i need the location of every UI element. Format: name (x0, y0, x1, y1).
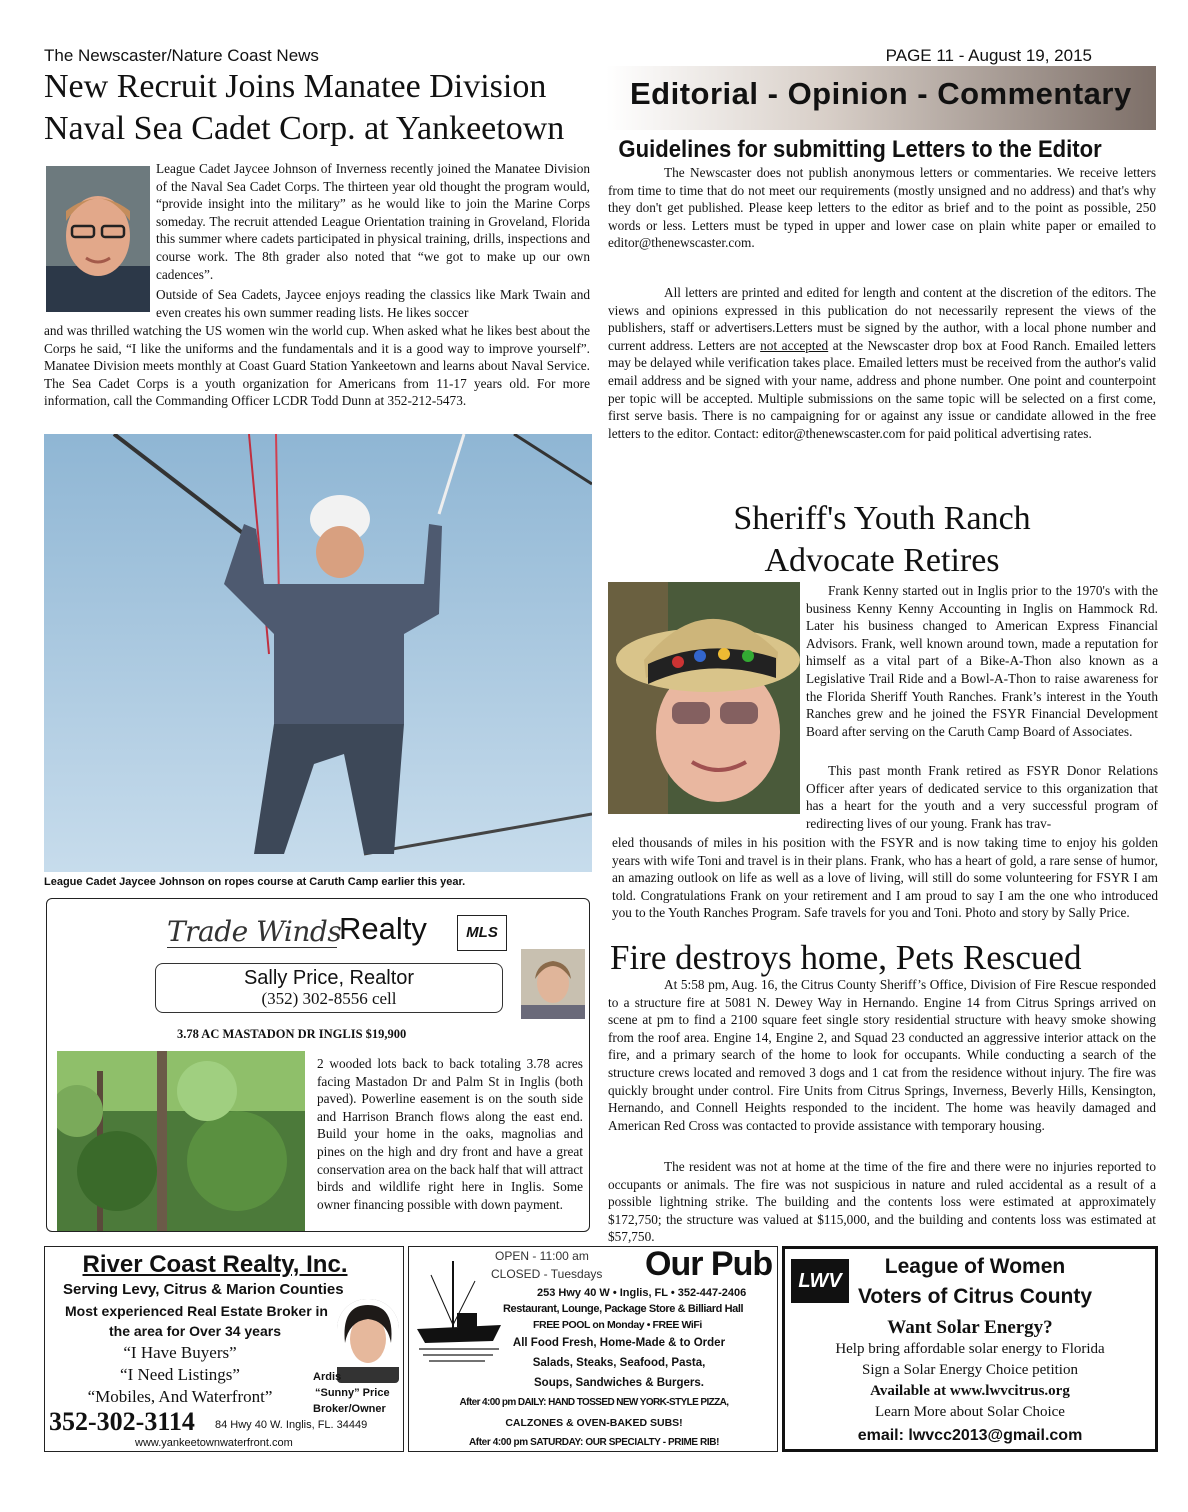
not-accepted-underlined: not accepted (760, 337, 829, 353)
recruit-headline-line2: Naval Sea Cadet Corp. at Yankeetown (44, 110, 565, 147)
logo-underline (167, 947, 337, 948)
pub-food-2: Salads, Steaks, Seafood, Pasta, (532, 1357, 706, 1369)
fire-para-2: The resident was not at home at the time of the fire and there were no injuries reported to occupants or animals. The fire was not suspicious in nature and ruled accidental as a result of a possible lightning strike. The building and the contents loss were estimated at approximately $172,750; the structure was valued at $115,000, and the building and contents loss was estimated at $57,750. (608, 1159, 1156, 1245)
guidelines-title: Guidelines for submitting Letters to the Editor (618, 136, 1102, 163)
agent-name: Sally Price, Realtor (243, 967, 415, 989)
quote-mobiles: “Mobiles, And Waterfront” (87, 1387, 273, 1406)
recruit-para-2a: Outside of Sea Cadets, Jaycee enjoys reading the classics like Mark Twain and even creates his own summer reading lists. He likes soccer (156, 287, 590, 320)
river-coast-phone: 352-302-3114 (49, 1407, 195, 1436)
quote-buyers: “I Have Buyers” (123, 1343, 237, 1362)
lwv-headline: Want Solar Energy? (887, 1317, 1053, 1338)
lwv-name-1: League of Women (884, 1255, 1066, 1278)
recruit-headline (44, 66, 594, 150)
listing-title: 3.78 AC MASTADON DR INGLIS $19,900 (177, 1027, 407, 1041)
guidelines-para-2-start: All letters are printed and edited for length and content at the discretion of the editors. The views and opinions expressed in this publication do not necessarily represent the views of the publishers, staff or advertisers.Letters must be signed by the author, with a local phone number and current address. Letters are (608, 285, 1156, 353)
tradewinds-ad (46, 898, 590, 1232)
listing-description: 2 wooded lots back to back totaling 3.78 acres facing Mastadon Dr and Palm St in Inglis (both paved). Powerline easement is on the south side and Harrison Branch flows along the east end. Build your home in the oaks, magnolias and pines on the high and dry front and have a great conservation area on the back half that will attract birds and wildlife right here in Inglis. Some owner financing possible with down payment. (317, 1056, 583, 1212)
pub-closed-day: CLOSED - Tuesdays (491, 1267, 603, 1281)
river-coast-website: www.yankeetownwaterfront.com (135, 1437, 293, 1449)
our-pub-ad (408, 1246, 778, 1452)
guidelines-para-2 (608, 284, 1156, 442)
fire-para-1: At 5:58 pm, Aug. 16, the Citrus County Sheriff’s Office, Division of Fire Rescue responded to a structure fire at 5081 N. Dewey Way in Hernando. Engine 14 from Citrus Springs arrived on scene at pm to find a 2100 square feet single story residential structure with heavy smoke showing from the roof area. Engine 14, Engine 2, and Squad 23 conducted an aggressive interior attack on the fire, and a primary search of the home to look for occupants. While conducting a search of the structure crews located and removed 3 dogs and 1 cat from the residence without injury. The fire was quickly brought under control. Fire Units from Citrus Springs, Inverness, Beverly Hills, Kensington, Hernando, and Connell Heights responded to the incident. The home was heavily damaged and American Red Cross was contacted to provide assistance with temporary housing. (608, 977, 1156, 1133)
sheriff-headline-line2: Advocate Retires (764, 542, 1000, 579)
lwv-name-2: Voters of Citrus County (857, 1285, 1093, 1308)
pub-food-3: Soups, Sandwiches & Burgers. (534, 1377, 704, 1389)
sheriff-para-1: Frank Kenny started out in Inglis prior to the 1970's with the business Kenny Kenny Accounting in Inglis on Hammock Rd. Later his business changed to American Express Financial Advisors. Frank, well known around town, made a reputation for himself as a vital part of a Bike-A-Thon also known as a Legislative Trail Ride and a Bowl-A-Thon to raise awareness for the Florida Sheriff Youth Ranches. Frank’s interest in the Youth Ranches grew and he joined the FSYR Financial Development Board after serving on the Caruth Camp Board of Associates. (806, 583, 1158, 739)
pub-open-hours: OPEN - 11:00 am (495, 1249, 589, 1263)
pub-address: 253 Hwy 40 W • Inglis, FL • 352-447-2406 (537, 1287, 747, 1299)
tradewinds-logo-word: Realty (339, 911, 427, 946)
lwv-line-3: Available at www.lwvcitrus.org (870, 1383, 1070, 1399)
river-coast-realty-ad (44, 1246, 404, 1452)
broker-nickname: “Sunny” Price (315, 1387, 390, 1399)
quote-listings: “I Need Listings” (120, 1365, 240, 1384)
pub-types: Restaurant, Lounge, Package Store & Billiard Hall (503, 1303, 744, 1315)
lwv-line-2: Sign a Solar Energy Choice petition (862, 1362, 1078, 1378)
frank-kenny-photo (608, 582, 800, 814)
ropes-course-photo (44, 434, 592, 872)
pub-pool-wifi: FREE POOL on Monday • FREE WiFi (533, 1319, 702, 1331)
paper-name: The Newscaster/Nature Coast News (44, 46, 319, 65)
agent-phone: (352) 302-8556 cell (261, 989, 397, 1008)
sheriff-headline (608, 498, 1156, 582)
pub-daily-special: After 4:00 pm DAILY: HAND TOSSED NEW YORK-STYLE PIZZA, (459, 1397, 729, 1408)
recruit-headline-line1: New Recruit Joins Manatee Division (44, 68, 547, 105)
land-listing-photo (57, 1051, 305, 1231)
tradewinds-logo-script: Trade Winds (167, 915, 342, 948)
agent-card (155, 963, 503, 1013)
editorial-banner-text: Editorial - Opinion - Commentary (630, 76, 1132, 111)
lwv-line-1: Help bring affordable solar energy to Florida (835, 1341, 1105, 1357)
pub-saturday-special: After 4:00 pm SATURDAY: OUR SPECIALTY - PRIME RIB! (468, 1437, 720, 1448)
river-coast-experience-2: the area for Over 34 years (109, 1323, 281, 1339)
mls-logo: MLS (457, 915, 507, 951)
pub-name: Our Pub (645, 1245, 773, 1283)
river-coast-experience-1: Most experienced Real Estate Broker in (65, 1303, 328, 1319)
river-coast-name: River Coast Realty, Inc. (82, 1251, 348, 1278)
broker-photo (337, 1299, 399, 1383)
agent-photo (521, 949, 585, 1019)
sheriff-para-2a: This past month Frank retired as FSYR Donor Relations Officer after years of dedicated service to this organization that has a heart for the youth and a very successful program of redirecting lives of our young. Frank has trav- (806, 763, 1158, 831)
lwv-ad (782, 1246, 1158, 1452)
sheriff-headline-line1: Sheriff's Youth Ranch (733, 500, 1031, 537)
page-info: PAGE 11 - August 19, 2015 (885, 46, 1092, 65)
fire-headline: Fire destroys home, Pets Rescued (610, 938, 1082, 977)
river-coast-address: 84 Hwy 40 W. Inglis, FL. 34449 (215, 1419, 368, 1431)
guidelines-para-1: The Newscaster does not publish anonymous letters or commentaries. We receive letters from time to time that do not meet our requirements (mostly unsigned and no address) and that's why they don't get published. Please keep letters to the editor as brief and to the point as possible, 250 words or less. Letters must be typed in upper and lower case on plain white paper or emailed to editor@thenewscaster.com. (608, 165, 1156, 251)
broker-first-name: Ardis (313, 1371, 342, 1383)
lwv-line-4: Learn More about Solar Choice (875, 1404, 1065, 1420)
pub-food-1: All Food Fresh, Home-Made & to Order (512, 1337, 726, 1349)
guidelines-para-2-end: at the Newscaster drop box at Food Ranch. Emailed letters may be delayed while verification takes place. Emailed letters must be received from the author's valid email address and be signed with your name, address and phone number. One point and counterpoint per topic will be accepted. Multiple submissions on the same topic will be selected on a first come, first serve basis. There is no campaigning for or against any issue or candidate allowed in the free letters to the editor. Contact: editor@thenewscaster.com for paid political advertising rates. (608, 337, 1156, 441)
broker-title: Broker/Owner (313, 1403, 386, 1415)
lwv-email: email: lwvcc2013@gmail.com (857, 1427, 1083, 1444)
recruit-para-2b: and was thrilled watching the US women win the world cup. When asked what he likes best about the Corps he said, “I like the uniforms and the fundamentals and it is a good way to improve yourself”. Manatee Division meets monthly at Coast Guard Station Yankeetown and learns about Naval Service. The Sea Cadet Corps is a youth organization for Americans from 11-17 years old. For more information, call the Commanding Officer LCDR Todd Dunn at 352-212-5473. (44, 323, 590, 409)
recruit-para-1: League Cadet Jaycee Johnson of Inverness recently joined the Manatee Division of the Naval Sea Cadet Corps. The thirteen year old thought the program would, “provide insight into the military” as he would like to join the Marine Corps someday. The recruit attended League Orientation training in Groveland, Florida this summer where cadets participated in physical training, drills, inspections and course work. The 8th grader also noted that “we got to make up our own cadences”. (156, 161, 590, 282)
river-coast-serving: Serving Levy, Citrus & Marion Counties (63, 1281, 344, 1298)
pub-calzones: CALZONES & OVEN-BAKED SUBS! (505, 1417, 683, 1429)
ropes-photo-caption: League Cadet Jaycee Johnson on ropes course at Caruth Camp earlier this year. (44, 876, 466, 888)
editorial-banner (606, 66, 1156, 130)
cadet-portrait-photo (46, 166, 150, 312)
lwv-logo: LWV (791, 1259, 849, 1303)
sheriff-para-2b: eled thousands of miles in his position with the FSYR and is now taking time to enjoy his golden years with wife Toni and travel is in their plans. Frank, who has a heart of gold, a rare sense of humor, an amazing outlook on life as well as a love of living, will still do some volunteering for FSYR I am told. Congratulations Frank on your retirement and I am proud to say I am the one who introduced you to the Youth Ranches Program. Safe travels for you and Toni. Photo and story by Sally Price. (612, 835, 1158, 921)
